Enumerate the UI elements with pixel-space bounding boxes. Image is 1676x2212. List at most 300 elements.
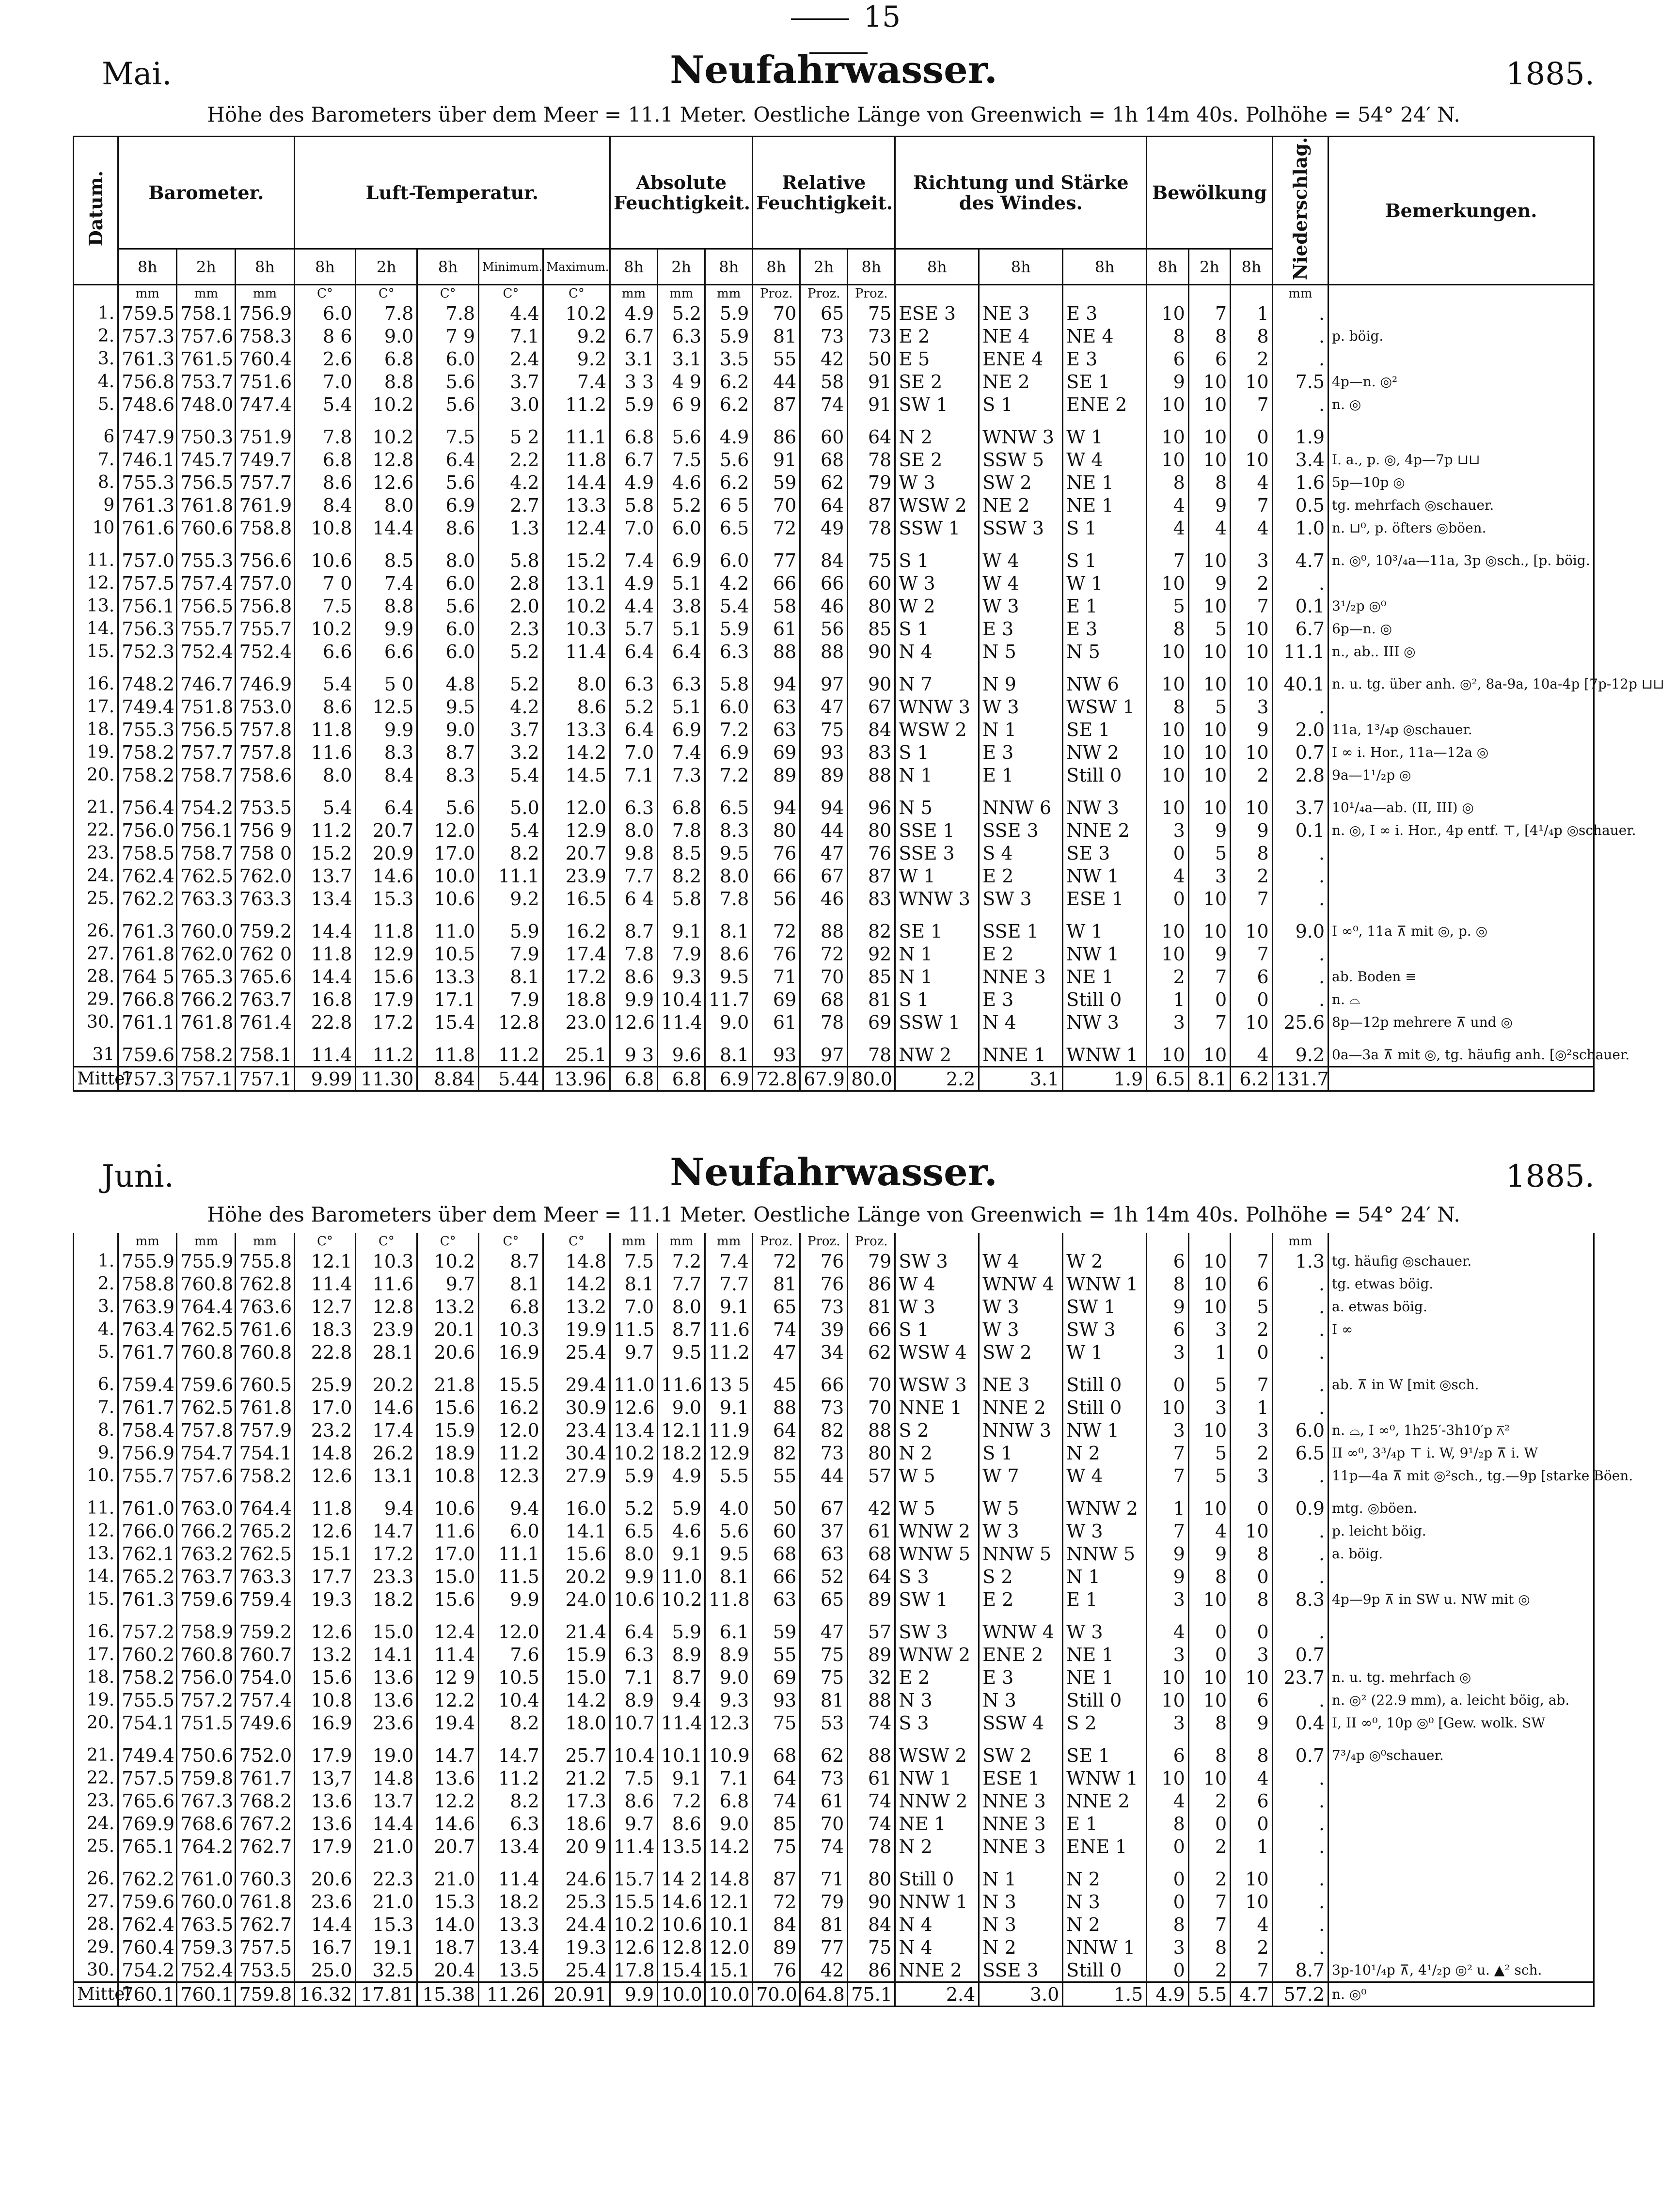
abs-humidity-cell: 10.4 — [658, 988, 705, 1011]
day-cell: 30. — [74, 1011, 118, 1034]
wind-cell: S 1 — [895, 539, 979, 572]
rel-humidity-cell: 55 — [753, 347, 800, 370]
abs-humidity-cell: 11.0 — [658, 1565, 705, 1588]
unit-cell: mm — [177, 1233, 236, 1250]
remark-cell: 0a—3a ⊼ mit ◎, tg. häufig anh. [◎²schauer. — [1328, 1034, 1594, 1067]
barometer-cell: 766.8 — [118, 988, 177, 1011]
cloud-cell: 9 — [1188, 1542, 1230, 1565]
abs-humidity-cell: 5.9 — [705, 617, 753, 640]
wind-cell: NNW 2 — [895, 1789, 979, 1812]
temperature-cell: 19.0 — [356, 1734, 417, 1767]
rel-humidity-cell: 63 — [800, 1542, 848, 1565]
abs-humidity-cell: 15.7 — [610, 1858, 658, 1890]
abs-humidity-cell: 8.6 — [658, 1812, 705, 1835]
abs-humidity-cell: 10.6 — [610, 1588, 658, 1611]
wind-cell: N 4 — [895, 1936, 979, 1959]
cloud-cell: 10 — [1147, 302, 1188, 325]
rel-humidity-cell: 56 — [800, 617, 848, 640]
abs-humidity-cell: 10.1 — [658, 1734, 705, 1767]
wind-cell: WNW 2 — [895, 1643, 979, 1666]
wind-cell: NW 6 — [1063, 663, 1147, 695]
temperature-cell: 15.5 — [479, 1364, 543, 1396]
barometer-cell: 762.4 — [118, 1913, 177, 1936]
temperature-cell: 14.7 — [479, 1734, 543, 1767]
wind-cell: NW 1 — [1063, 864, 1147, 887]
abs-humidity-cell: 11.4 — [658, 1011, 705, 1034]
barometer-cell: 764.2 — [177, 1835, 236, 1858]
rel-humidity-cell: 70.0 — [753, 1982, 800, 2007]
temperature-cell: 15.3 — [417, 1890, 479, 1913]
rel-humidity-cell: 85 — [848, 965, 895, 988]
remark-cell: I ∞ — [1328, 1318, 1594, 1341]
precipitation-cell: . — [1272, 1520, 1328, 1542]
wind-cell: W 1 — [1063, 572, 1147, 595]
day-cell: 22. — [74, 819, 118, 842]
temperature-cell: 7.4 — [356, 572, 417, 595]
temperature-cell: 14.5 — [543, 764, 610, 786]
wind-cell: E 3 — [979, 1666, 1063, 1689]
temperature-cell: 1.3 — [479, 517, 543, 539]
remark-cell — [1328, 1067, 1594, 1091]
cloud-cell: 10 — [1188, 1487, 1230, 1520]
temperature-cell: 13.1 — [356, 1464, 417, 1487]
rel-humidity-cell: 52 — [800, 1565, 848, 1588]
temperature-cell: 13.96 — [543, 1067, 610, 1091]
rel-humidity-cell: 75 — [800, 1643, 848, 1666]
abs-humidity-cell: 7.3 — [658, 764, 705, 786]
abs-humidity-cell: 8.0 — [658, 1295, 705, 1318]
precipitation-cell: 3.7 — [1272, 786, 1328, 819]
temperature-cell: 11.4 — [294, 1272, 356, 1295]
mittel-row — [74, 1982, 1594, 2007]
abs-humidity-cell: 5.2 — [610, 695, 658, 718]
cloud-cell: 2 — [1231, 347, 1272, 370]
wind-cell: N 3 — [979, 1913, 1063, 1936]
abs-humidity-cell: 6.0 — [658, 517, 705, 539]
rel-humidity-cell: 91 — [848, 370, 895, 393]
abs-humidity-cell: 12.3 — [705, 1711, 753, 1734]
barometer-cell: 754.2 — [177, 786, 236, 819]
temperature-cell: 8.2 — [479, 1711, 543, 1734]
barometer-cell: 748.2 — [118, 663, 177, 695]
temperature-cell: 26.2 — [356, 1442, 417, 1464]
temperature-cell: 5.8 — [479, 539, 543, 572]
cloud-cell: 10 — [1231, 1520, 1272, 1542]
barometer-cell: 757.8 — [236, 718, 294, 741]
precipitation-cell: . — [1272, 1890, 1328, 1913]
precipitation-cell: 11.1 — [1272, 640, 1328, 663]
hdr-8h: 8h — [1147, 249, 1188, 285]
wind-cell: WNW 3 — [979, 416, 1063, 448]
wind-cell: W 3 — [895, 1295, 979, 1318]
wind-cell: Still 0 — [1063, 988, 1147, 1011]
barometer-cell: 749.4 — [118, 695, 177, 718]
precipitation-cell: . — [1272, 1611, 1328, 1643]
rel-humidity-cell: 73 — [800, 1442, 848, 1464]
wind-cell: NNE 3 — [979, 1812, 1063, 1835]
abs-humidity-cell: 6.9 — [658, 718, 705, 741]
temperature-cell: 24.6 — [543, 1858, 610, 1890]
abs-humidity-cell: 7.1 — [610, 764, 658, 786]
rel-humidity-cell: 78 — [848, 448, 895, 471]
precipitation-cell: . — [1272, 1464, 1328, 1487]
abs-humidity-cell: 10.9 — [705, 1734, 753, 1767]
day-row — [74, 1734, 1594, 1767]
rel-humidity-cell: 62 — [800, 1734, 848, 1767]
cloud-cell: 0 — [1147, 1858, 1188, 1890]
barometer-cell: 759.6 — [118, 1890, 177, 1913]
unit-cell: mm — [658, 1233, 705, 1250]
abs-humidity-cell: 11.9 — [705, 1419, 753, 1442]
cloud-cell: 3 — [1188, 864, 1230, 887]
abs-humidity-cell: 6.1 — [705, 1611, 753, 1643]
abs-humidity-cell: 5.6 — [705, 448, 753, 471]
temperature-cell: 10.3 — [479, 1318, 543, 1341]
abs-humidity-cell: 11.0 — [610, 1364, 658, 1396]
temperature-cell: 13.3 — [479, 1913, 543, 1936]
rel-humidity-cell: 72.8 — [753, 1067, 800, 1091]
rel-humidity-cell: 47 — [800, 695, 848, 718]
units-row — [74, 1233, 1594, 1250]
day-row — [74, 1364, 1594, 1396]
remark-cell: 11a, 1³/₄p ◎schauer. — [1328, 718, 1594, 741]
temperature-cell: 8.6 — [543, 695, 610, 718]
rel-humidity-cell: 61 — [800, 1789, 848, 1812]
day-cell: 3. — [74, 347, 118, 370]
abs-humidity-cell: 6.4 — [610, 718, 658, 741]
barometer-cell: 758.4 — [118, 1419, 177, 1442]
unit-cell: C° — [479, 1233, 543, 1250]
abs-humidity-cell: 5.1 — [658, 617, 705, 640]
rel-humidity-cell: 72 — [753, 517, 800, 539]
remark-cell: I, II ∞⁰, 10p ◎⁰ [Gew. wolk. SW — [1328, 1711, 1594, 1734]
temperature-cell: 14.4 — [356, 1812, 417, 1835]
cloud-cell: 3 — [1147, 819, 1188, 842]
cloud-cell: 10 — [1147, 393, 1188, 416]
cloud-cell: 10 — [1188, 663, 1230, 695]
abs-humidity-cell: 17.8 — [610, 1959, 658, 1982]
unit-cell — [1231, 285, 1272, 302]
cloud-cell: 5 — [1188, 695, 1230, 718]
may-heading — [73, 48, 1595, 92]
wind-cell: W 3 — [979, 1295, 1063, 1318]
day-row — [74, 942, 1594, 965]
day-cell: 12. — [74, 1520, 118, 1542]
barometer-cell: 763.4 — [118, 1318, 177, 1341]
barometer-cell: 761.8 — [236, 1396, 294, 1419]
day-cell: 4. — [74, 1318, 118, 1341]
day-row — [74, 517, 1594, 539]
cloud-cell: 8 — [1188, 471, 1230, 494]
abs-humidity-cell: 6 4 — [610, 887, 658, 910]
abs-humidity-cell: 5.4 — [705, 595, 753, 617]
cloud-cell: 4 — [1147, 1611, 1188, 1643]
cloud-cell: 0 — [1188, 1643, 1230, 1666]
wind-cell: E 2 — [979, 942, 1063, 965]
wind-cell: S 2 — [895, 1419, 979, 1442]
temperature-cell: 11.4 — [417, 1643, 479, 1666]
temperature-cell: 6.0 — [417, 572, 479, 595]
cloud-cell: 10 — [1231, 741, 1272, 764]
col-wind: Richtung und Stärke des Windes. — [895, 137, 1147, 249]
day-cell: 28. — [74, 965, 118, 988]
cloud-cell: 5 — [1188, 1364, 1230, 1396]
hdr-2h: 2h — [658, 249, 705, 285]
abs-humidity-cell: 5.2 — [610, 1487, 658, 1520]
barometer-cell: 756 9 — [236, 819, 294, 842]
june-subtitle: Höhe des Barometers über dem Meer = 11.1 Meter. Oestliche Länge von Greenwich = 1h 14m 40s. Polhöhe = 54° 24′ N. — [207, 1203, 1460, 1226]
abs-humidity-cell: 9.9 — [610, 1565, 658, 1588]
cloud-cell: 7 — [1231, 1959, 1272, 1982]
barometer-cell: 756.9 — [236, 302, 294, 325]
temperature-cell: 13.2 — [417, 1295, 479, 1318]
rel-humidity-cell: 85 — [753, 1812, 800, 1835]
rel-humidity-cell: 68 — [753, 1542, 800, 1565]
rel-humidity-cell: 89 — [753, 1936, 800, 1959]
cloud-cell: 10 — [1147, 1666, 1188, 1689]
temperature-cell: 3.7 — [479, 370, 543, 393]
abs-humidity-cell: 5.1 — [658, 695, 705, 718]
wind-cell: Still 0 — [895, 1858, 979, 1890]
abs-humidity-cell: 5.9 — [610, 393, 658, 416]
barometer-cell: 760.1 — [118, 1982, 177, 2007]
barometer-cell: 762.5 — [177, 1318, 236, 1341]
cloud-cell: 6 — [1147, 1250, 1188, 1272]
temperature-cell: 11.4 — [294, 1034, 356, 1067]
abs-humidity-cell: 10.2 — [658, 1588, 705, 1611]
cloud-cell: 3 — [1147, 1936, 1188, 1959]
abs-humidity-cell: 6.3 — [658, 663, 705, 695]
abs-humidity-cell: 15.4 — [658, 1959, 705, 1982]
barometer-cell: 757.6 — [177, 1464, 236, 1487]
barometer-cell: 758.6 — [236, 764, 294, 786]
abs-humidity-cell: 9.1 — [705, 1396, 753, 1419]
precipitation-cell: 7.5 — [1272, 370, 1328, 393]
rel-humidity-cell: 81 — [848, 1295, 895, 1318]
rel-humidity-cell: 67.9 — [800, 1067, 848, 1091]
wind-cell: NW 3 — [1063, 786, 1147, 819]
rel-humidity-cell: 50 — [753, 1487, 800, 1520]
wind-cell: NE 3 — [979, 302, 1063, 325]
day-cell: 28. — [74, 1913, 118, 1936]
day-row — [74, 1520, 1594, 1542]
unit-cell — [895, 285, 979, 302]
temperature-cell: 20.7 — [543, 842, 610, 864]
remark-cell — [1328, 1643, 1594, 1666]
temperature-cell: 14.6 — [356, 864, 417, 887]
temperature-cell: 20.1 — [417, 1318, 479, 1341]
day-row — [74, 325, 1594, 347]
remark-cell — [1328, 842, 1594, 864]
rel-humidity-cell: 69 — [753, 741, 800, 764]
rel-humidity-cell: 66 — [848, 1318, 895, 1341]
temperature-cell: 16.5 — [543, 887, 610, 910]
abs-humidity-cell: 10.0 — [658, 1982, 705, 2007]
unit-cell — [1063, 1233, 1147, 1250]
rel-humidity-cell: 84 — [848, 718, 895, 741]
remark-cell — [1328, 416, 1594, 448]
rel-humidity-cell: 45 — [753, 1364, 800, 1396]
day-row — [74, 718, 1594, 741]
barometer-cell: 762.7 — [236, 1835, 294, 1858]
rel-humidity-cell: 65 — [800, 1588, 848, 1611]
temperature-cell: 5.4 — [294, 786, 356, 819]
wind-cell: WSW 4 — [895, 1341, 979, 1364]
abs-humidity-cell: 7.7 — [705, 1272, 753, 1295]
temperature-cell: 13.4 — [479, 1835, 543, 1858]
abs-humidity-cell: 9.0 — [705, 1812, 753, 1835]
wind-cell: WNW 3 — [895, 695, 979, 718]
cloud-cell: 10 — [1231, 617, 1272, 640]
hdr-8h: 8h — [118, 249, 177, 285]
wind-cell: NE 1 — [1063, 1666, 1147, 1689]
rel-humidity-cell: 75 — [848, 539, 895, 572]
precipitation-cell: . — [1272, 1835, 1328, 1858]
remark-cell: a. böig. — [1328, 1542, 1594, 1565]
abs-humidity-cell: 7.5 — [610, 1250, 658, 1272]
precipitation-cell: 6.5 — [1272, 1442, 1328, 1464]
remark-cell — [1328, 1611, 1594, 1643]
hdr-8h: 8h — [610, 249, 658, 285]
temperature-cell: 4.2 — [479, 695, 543, 718]
cloud-cell: 5 — [1231, 1295, 1272, 1318]
wind-cell: NE 1 — [1063, 471, 1147, 494]
wind-cell: Still 0 — [1063, 1689, 1147, 1711]
abs-humidity-cell: 4.9 — [658, 1464, 705, 1487]
temperature-cell: 13.6 — [417, 1767, 479, 1789]
barometer-cell: 753.7 — [177, 370, 236, 393]
temperature-cell: 5.6 — [417, 471, 479, 494]
day-cell: 19. — [74, 1689, 118, 1711]
abs-humidity-cell: 13.4 — [610, 1419, 658, 1442]
wind-cell: SSW 3 — [979, 517, 1063, 539]
mittel-label: Mittel — [74, 1982, 118, 2007]
remark-cell — [1328, 1341, 1594, 1364]
wind-cell: WNW 4 — [979, 1272, 1063, 1295]
cloud-cell: 2 — [1231, 572, 1272, 595]
abs-humidity-cell: 6.3 — [610, 1643, 658, 1666]
day-row — [74, 1464, 1594, 1487]
barometer-cell: 755.7 — [236, 617, 294, 640]
rel-humidity-cell: 89 — [848, 1643, 895, 1666]
day-row — [74, 1611, 1594, 1643]
barometer-cell: 753.5 — [236, 1959, 294, 1982]
temperature-cell: 11.2 — [294, 819, 356, 842]
cloud-cell: 10 — [1231, 448, 1272, 471]
day-row — [74, 1666, 1594, 1689]
hdr-2h: 2h — [356, 249, 417, 285]
precipitation-cell: 40.1 — [1272, 663, 1328, 695]
day-cell: 22. — [74, 1767, 118, 1789]
day-row — [74, 471, 1594, 494]
temperature-cell: 10.2 — [294, 617, 356, 640]
precipitation-cell: 23.7 — [1272, 1666, 1328, 1689]
rel-humidity-cell: 88 — [753, 640, 800, 663]
unit-cell: mm — [236, 285, 294, 302]
remark-cell: ab. Boden ≡ — [1328, 965, 1594, 988]
day-cell: 9. — [74, 1442, 118, 1464]
col-barometer: Barometer. — [118, 137, 294, 249]
barometer-cell: 760.5 — [236, 1364, 294, 1396]
temperature-cell: 19.9 — [543, 1318, 610, 1341]
abs-humidity-cell: 11.7 — [705, 988, 753, 1011]
wind-cell: NE 2 — [979, 494, 1063, 517]
rel-humidity-cell: 55 — [753, 1464, 800, 1487]
rel-humidity-cell: 67 — [848, 695, 895, 718]
barometer-cell: 762.5 — [177, 864, 236, 887]
temperature-cell: 11.1 — [479, 864, 543, 887]
wind-cell: SE 1 — [1063, 1734, 1147, 1767]
wind-cell: W 7 — [979, 1464, 1063, 1487]
hdr-8h: 8h — [753, 249, 800, 285]
barometer-cell: 760.4 — [118, 1936, 177, 1959]
hdr-min: Minimum. — [479, 249, 543, 285]
unit-cell — [1188, 1233, 1230, 1250]
temperature-cell: 9.4 — [356, 1487, 417, 1520]
wind-cell: NW 2 — [895, 1034, 979, 1067]
unit-cell: mm — [610, 285, 658, 302]
temperature-cell: 11.2 — [479, 1034, 543, 1067]
cloud-cell: 2 — [1188, 1789, 1230, 1812]
cloud-cell: 7 — [1188, 965, 1230, 988]
abs-humidity-cell: 9.5 — [705, 965, 753, 988]
temperature-cell: 11.6 — [356, 1272, 417, 1295]
wind-cell: NNE 3 — [979, 965, 1063, 988]
barometer-cell: 757.2 — [177, 1689, 236, 1711]
temperature-cell: 29.4 — [543, 1364, 610, 1396]
day-cell: 20. — [74, 1711, 118, 1734]
temperature-cell: 9.2 — [479, 887, 543, 910]
barometer-cell: 757.0 — [236, 572, 294, 595]
abs-humidity-cell: 7.2 — [658, 1789, 705, 1812]
day-row — [74, 842, 1594, 864]
wind-cell: NE 4 — [1063, 325, 1147, 347]
precipitation-cell: 0.5 — [1272, 494, 1328, 517]
temperature-cell: 9.5 — [417, 695, 479, 718]
rel-humidity-cell: 93 — [753, 1689, 800, 1711]
day-cell: 4. — [74, 370, 118, 393]
remark-cell — [1328, 1936, 1594, 1959]
temperature-cell: 3.7 — [479, 718, 543, 741]
wind-cell: E 3 — [1063, 302, 1147, 325]
barometer-cell: 768.2 — [236, 1789, 294, 1812]
abs-humidity-cell: 8.6 — [610, 965, 658, 988]
hdr-8h: 8h — [895, 249, 979, 285]
barometer-cell: 761.0 — [177, 1858, 236, 1890]
rel-humidity-cell: 81 — [848, 988, 895, 1011]
temperature-cell: 23.9 — [543, 864, 610, 887]
rel-humidity-cell: 68 — [800, 448, 848, 471]
barometer-cell: 767.2 — [236, 1812, 294, 1835]
cloud-cell: 10 — [1147, 741, 1188, 764]
temperature-cell: 2.0 — [479, 595, 543, 617]
unit-cell — [979, 285, 1063, 302]
day-row — [74, 1643, 1594, 1666]
remark-cell: 6p—n. ◎ — [1328, 617, 1594, 640]
wind-cell: W 4 — [979, 539, 1063, 572]
abs-humidity-cell: 9.9 — [610, 1982, 658, 2007]
unit-cell — [1328, 1233, 1594, 1250]
temperature-cell: 12.8 — [356, 448, 417, 471]
abs-humidity-cell: 9 3 — [610, 1034, 658, 1067]
barometer-cell: 757.0 — [118, 539, 177, 572]
rel-humidity-cell: 83 — [848, 741, 895, 764]
cloud-cell: 10 — [1188, 910, 1230, 942]
wind-cell: NNW 6 — [979, 786, 1063, 819]
temperature-cell: 9.9 — [356, 718, 417, 741]
rel-humidity-cell: 73 — [800, 1295, 848, 1318]
barometer-cell: 766.0 — [118, 1520, 177, 1542]
